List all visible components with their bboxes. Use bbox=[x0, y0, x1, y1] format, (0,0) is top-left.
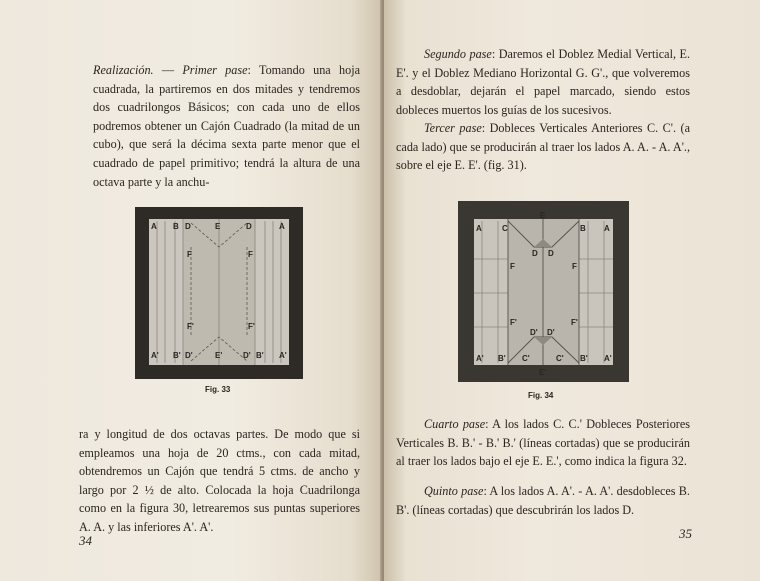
fig33-label-f-prime2: F' bbox=[248, 322, 255, 331]
figure-33 bbox=[135, 207, 303, 379]
left-paragraph-2-text: ra y longitud de dos octavas partes. De modo que si empleamos una hoja de 20 ctms., con cada mitad, obtendremos un Cajón que tendrá 5 ctms. de ancho y largo por 2 ½ de alto. Colocada la hoja Cuadrilonga como en la figura 30, letrearemos sus puntas superiores A. A. y las inferiores A'. A'. bbox=[79, 427, 360, 534]
fig33-label-d: D bbox=[185, 222, 191, 231]
fig34-label-e-prime: E' bbox=[539, 368, 547, 377]
fig33-label-d-prime: D' bbox=[185, 351, 193, 360]
quinto-pase-text: : A los lados A. A'. - A. A'. desdobleces B. B'. (líneas cortadas) que descubrirán los lados D. bbox=[396, 484, 690, 517]
figure-34-caption: Fig. 34 bbox=[528, 391, 554, 400]
right-paragraph-1 bbox=[396, 45, 690, 119]
right-paragraph-2 bbox=[396, 119, 690, 175]
fig33-label-e-prime: E' bbox=[215, 351, 223, 360]
fig33-label-b: B bbox=[173, 222, 179, 231]
fig33-label-a-prime: A' bbox=[151, 351, 159, 360]
fig34-label-c-prime: C' bbox=[522, 354, 530, 363]
fig34-label-d-prime: D' bbox=[530, 328, 538, 337]
fig33-label-f-prime: F' bbox=[187, 322, 194, 331]
fig34-label-a-prime: A' bbox=[476, 354, 484, 363]
fig33-label-d2: D bbox=[246, 222, 252, 231]
fig33-label-b-prime2: B' bbox=[256, 351, 264, 360]
fig33-label-d-prime2: D' bbox=[243, 351, 251, 360]
fig33-label-a: A bbox=[151, 222, 157, 231]
fig34-label-d2: D bbox=[548, 249, 554, 258]
fig34-label-a: A bbox=[476, 224, 482, 233]
primer-pase-text: : Tomando una hoja cuadrada, la partiremos en dos mitades y tendremos dos cuadrilongos Básicos; con cada uno de ellos podremos obtener un Cajón Cuadrado (la mitad de un cubo), que será la décima sexta parte menor que el cuadrado de papel primitivo; tendrá la altura de una octava parte y la anchu- bbox=[93, 63, 360, 189]
figure-34 bbox=[458, 201, 629, 382]
left-page-number: 34 bbox=[79, 533, 92, 548]
right-page bbox=[384, 0, 760, 581]
quinto-pase-label: Quinto pase bbox=[424, 484, 484, 498]
fig34-label-f-prime: F' bbox=[510, 318, 517, 327]
segundo-pase-label: Segundo pase bbox=[424, 47, 492, 61]
tercer-pase-text: : Dobleces Verticales Anteriores C. C'. (a cada lado) que se producirán al traer los lados A. A. - A. A'., sobre el eje E. E'. (fig. 31). bbox=[396, 121, 690, 173]
left-paragraph-2 bbox=[79, 425, 360, 537]
left-paragraph-1 bbox=[93, 61, 360, 191]
fig34-label-f-prime2: F' bbox=[571, 318, 578, 327]
cuarto-pase-text: : A los lados C. C.' Dobleces Posteriores Verticales B. B.' - B.' B.' (líneas cortadas) que se producirán al traer los lados bajo el eje E. E.', como indica la figura 32. bbox=[396, 417, 690, 469]
fig34-label-a-prime2: A' bbox=[604, 354, 612, 363]
fig34-label-c-prime2: C' bbox=[556, 354, 564, 363]
tercer-pase-label: Tercer pase bbox=[424, 121, 482, 135]
fig33-label-f2: F bbox=[248, 250, 253, 259]
fig34-label-b-prime2: B' bbox=[580, 354, 588, 363]
right-paragraph-4 bbox=[396, 482, 690, 519]
fig34-label-f: F bbox=[510, 262, 515, 271]
fig33-label-a-prime2: A' bbox=[279, 351, 287, 360]
realizacion-dash: — bbox=[153, 63, 183, 77]
fig33-label-e: E bbox=[215, 222, 221, 231]
fig33-label-a2: A bbox=[279, 222, 285, 231]
primer-pase-label: Primer pase bbox=[182, 63, 248, 77]
fig34-label-d: D bbox=[532, 249, 538, 258]
figure-33-caption: Fig. 33 bbox=[205, 385, 231, 394]
fig34-label-e: E bbox=[540, 211, 546, 220]
fig34-label-c: C bbox=[502, 224, 508, 233]
fig34-label-b-prime: B' bbox=[498, 354, 506, 363]
right-paragraph-3 bbox=[396, 415, 690, 471]
fig34-label-f2: F bbox=[572, 262, 577, 271]
fig33-label-b-prime: B' bbox=[173, 351, 181, 360]
realizacion-label: Realización. bbox=[93, 63, 154, 77]
fig33-label-f: F bbox=[187, 250, 192, 259]
segundo-pase-text: : Daremos el Doblez Medial Vertical, E. E'. y el Doblez Mediano Horizontal G. G'., que volveremos a desdoblar, dejarán el papel marcado, siendo estos dobleces muertos los guías de los sucesivos. bbox=[396, 47, 690, 117]
fig34-label-a2: A bbox=[604, 224, 610, 233]
fig34-label-d-prime2: D' bbox=[547, 328, 555, 337]
cuarto-pase-label: Cuarto pase bbox=[424, 417, 486, 431]
right-page-number: 35 bbox=[679, 526, 692, 541]
fig34-label-b: B bbox=[580, 224, 586, 233]
